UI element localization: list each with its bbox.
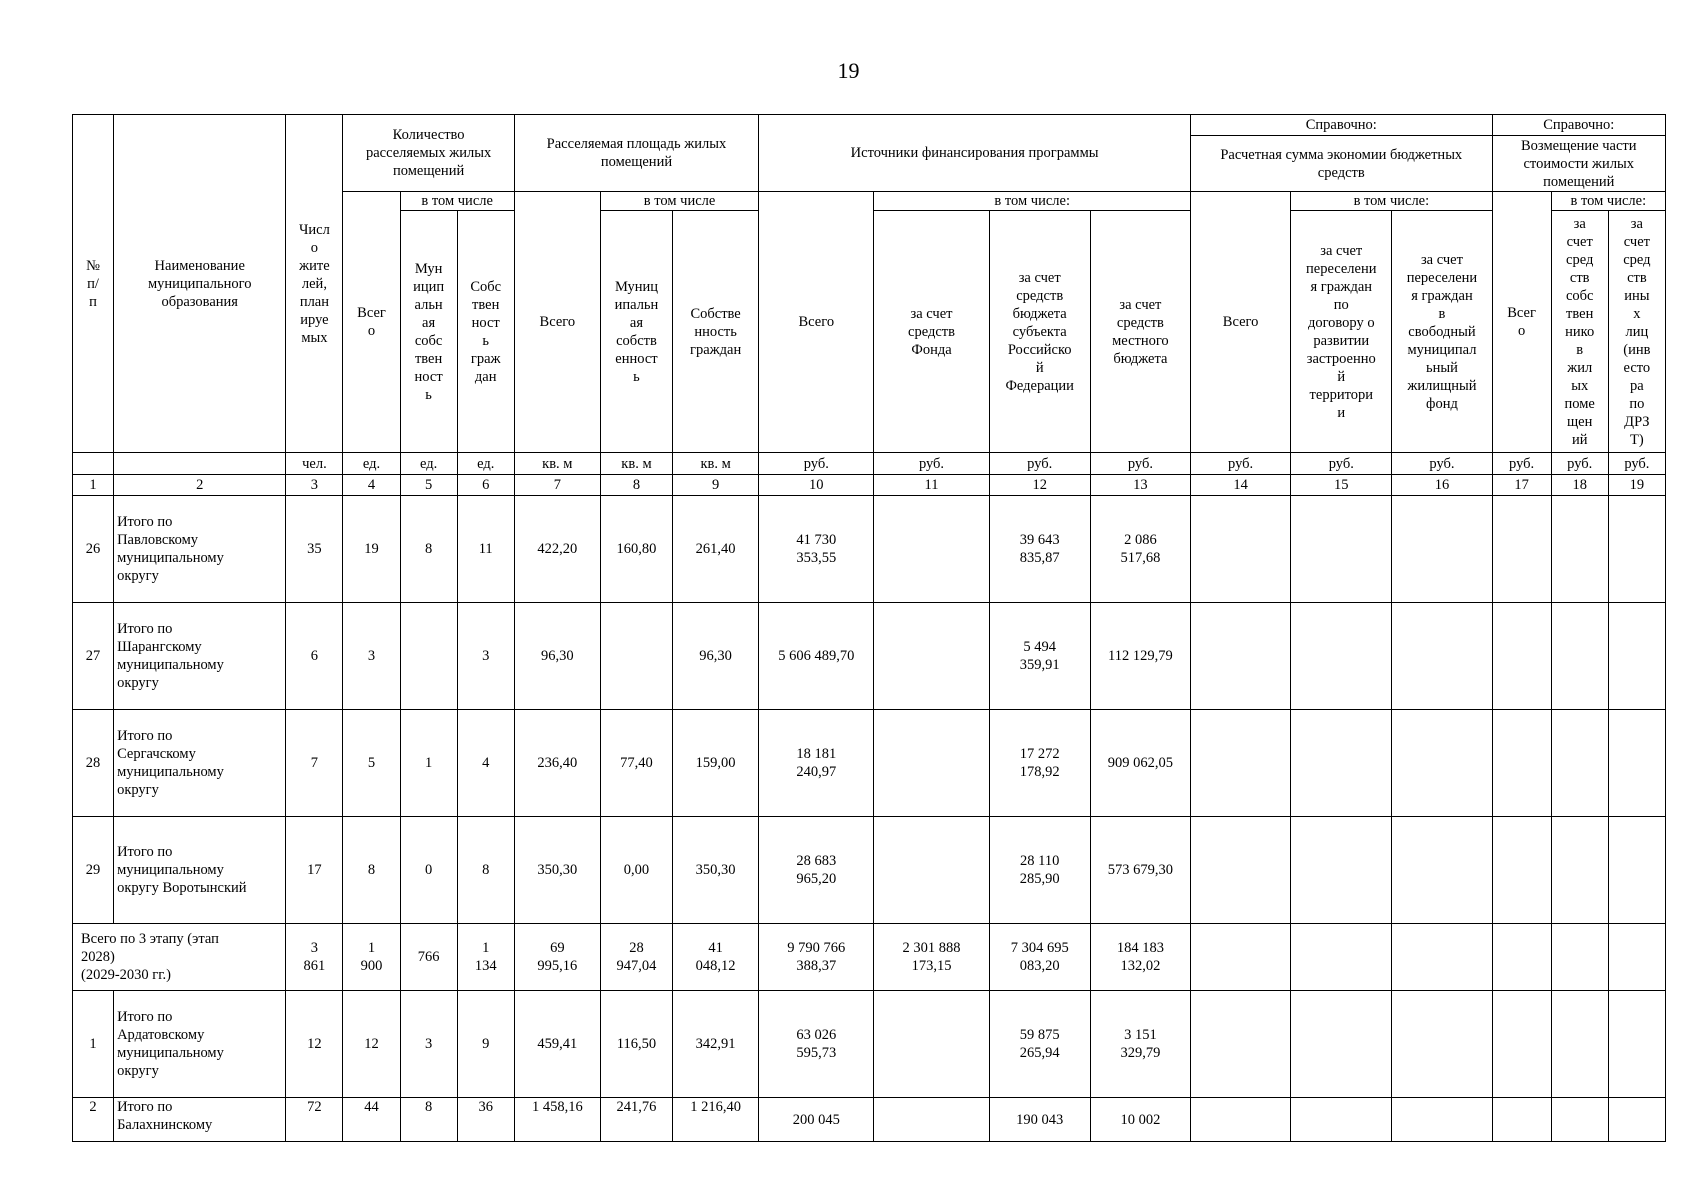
col-header-comp-other: за счет сред ств ины х лиц (инв есто ра по ДРЗ Т) [1608, 211, 1665, 453]
cell-residents: 17 [286, 817, 343, 924]
col-number: 5 [400, 475, 457, 496]
cell-empty [1492, 496, 1551, 603]
row-num: 2 [73, 1098, 114, 1142]
col-number: 12 [989, 475, 1090, 496]
cell-qty-municipal: 3 [400, 991, 457, 1098]
cell-residents: 3 861 [286, 924, 343, 991]
cell-area-municipal: 116,50 [600, 991, 672, 1098]
cell-empty [1492, 991, 1551, 1098]
cell-empty [1291, 924, 1392, 991]
cell-area-municipal [600, 603, 672, 710]
col-header-qty-group: Количество расселяемых жилых помещений [343, 115, 514, 192]
cell-area-citizens: 342,91 [673, 991, 759, 1098]
unit-cell: руб. [759, 453, 874, 475]
unit-cell: кв. м [600, 453, 672, 475]
unit-cell: руб. [1392, 453, 1492, 475]
cell-area-municipal: 77,40 [600, 710, 672, 817]
cell-qty-total: 3 [343, 603, 400, 710]
cell-qty-citizens: 3 [457, 603, 514, 710]
cell-qty-citizens: 8 [457, 817, 514, 924]
col-number: 18 [1551, 475, 1608, 496]
cell-fin-total: 9 790 766 388,37 [759, 924, 874, 991]
cell-empty [1190, 603, 1290, 710]
col-header-name: Наименование муниципального образования [114, 115, 286, 453]
cell-area-citizens: 96,30 [673, 603, 759, 710]
cell-residents: 7 [286, 710, 343, 817]
cell-empty [1291, 1098, 1392, 1142]
cell-qty-municipal: 1 [400, 710, 457, 817]
table-row [73, 710, 1666, 817]
col-number: 10 [759, 475, 874, 496]
cell-area-total: 236,40 [514, 710, 600, 817]
cell-empty [1291, 603, 1392, 710]
cell-fin-fund [874, 603, 989, 710]
stage-total-row [73, 924, 1666, 991]
col-number: 15 [1291, 475, 1392, 496]
cell-qty-total: 12 [343, 991, 400, 1098]
cell-qty-citizens: 4 [457, 710, 514, 817]
stage-total-label: Всего по 3 этапу (этап 2028) (2029-2030 гг.) [73, 924, 286, 991]
cell-empty [1608, 496, 1665, 603]
municipality-name: Итого по Балахнинскому [114, 1098, 286, 1142]
col-number: 7 [514, 475, 600, 496]
cell-fin-region: 39 643 835,87 [989, 496, 1090, 603]
cell-qty-municipal: 8 [400, 1098, 457, 1142]
col-number: 13 [1090, 475, 1190, 496]
cell-qty-citizens: 11 [457, 496, 514, 603]
column-numbers-row [73, 475, 1666, 496]
cell-empty [1392, 710, 1492, 817]
col-header-eco-development: за счет переселени я граждан по договору о развитии застроенно й территори и [1291, 211, 1392, 453]
col-number: 6 [457, 475, 514, 496]
cell-empty [1551, 817, 1608, 924]
cell-fin-total: 200 045 [759, 1098, 874, 1142]
cell-qty-total: 5 [343, 710, 400, 817]
cell-area-citizens: 1 216,40 [673, 1098, 759, 1142]
cell-fin-fund [874, 991, 989, 1098]
resettlement-table [72, 114, 1666, 1142]
unit-cell: руб. [1608, 453, 1665, 475]
cell-fin-region: 17 272 178,92 [989, 710, 1090, 817]
municipality-name: Итого по муниципальному округу Воротынский [114, 817, 286, 924]
cell-empty [1392, 603, 1492, 710]
cell-empty [1551, 603, 1608, 710]
unit-cell: кв. м [514, 453, 600, 475]
unit-cell: руб. [874, 453, 989, 475]
cell-empty [1492, 710, 1551, 817]
unit-cell: руб. [1190, 453, 1290, 475]
table-row [73, 1098, 1666, 1142]
cell-fin-region: 190 043 [989, 1098, 1090, 1142]
units-row [73, 453, 1666, 475]
col-number: 19 [1608, 475, 1665, 496]
col-header-ref1-group: Расчетная сумма экономии бюджетных средств [1190, 136, 1492, 192]
unit-cell [114, 453, 286, 475]
col-header-incl-comp: в том числе: [1551, 192, 1665, 211]
cell-residents: 6 [286, 603, 343, 710]
cell-area-total: 422,20 [514, 496, 600, 603]
col-header-incl-qty: в том числе [400, 192, 514, 211]
cell-qty-citizens: 36 [457, 1098, 514, 1142]
cell-empty [1291, 496, 1392, 603]
cell-empty [1190, 1098, 1290, 1142]
cell-fin-total: 41 730 353,55 [759, 496, 874, 603]
cell-fin-local: 184 183 132,02 [1090, 924, 1190, 991]
unit-cell: руб. [989, 453, 1090, 475]
col-header-fin-local: за счет средств местного бюджета [1090, 211, 1190, 453]
cell-area-municipal: 241,76 [600, 1098, 672, 1142]
cell-empty [1551, 924, 1608, 991]
municipality-name: Итого по Сергачскому муниципальному округу [114, 710, 286, 817]
row-num: 26 [73, 496, 114, 603]
cell-empty [1608, 603, 1665, 710]
cell-empty [1190, 710, 1290, 817]
cell-empty [1190, 817, 1290, 924]
cell-empty [1608, 817, 1665, 924]
col-header-incl-fin: в том числе: [874, 192, 1191, 211]
col-number: 2 [114, 475, 286, 496]
cell-fin-local: 909 062,05 [1090, 710, 1190, 817]
municipality-name: Итого по Шарангскому муниципальному округу [114, 603, 286, 710]
row-num: 28 [73, 710, 114, 817]
municipality-name: Итого по Павловскому муниципальному округу [114, 496, 286, 603]
cell-area-citizens: 41 048,12 [673, 924, 759, 991]
cell-empty [1608, 1098, 1665, 1142]
col-header-fin-fund: за счет средств Фонда [874, 211, 989, 453]
unit-cell: ед. [457, 453, 514, 475]
col-header-eco-free-fund: за счет переселени я граждан в свободный муниципал ьный жилищный фонд [1392, 211, 1492, 453]
col-header-fin-group: Источники финансирования программы [759, 115, 1191, 192]
cell-area-citizens: 350,30 [673, 817, 759, 924]
cell-area-citizens: 159,00 [673, 710, 759, 817]
cell-residents: 72 [286, 1098, 343, 1142]
cell-fin-fund [874, 710, 989, 817]
cell-qty-citizens: 1 134 [457, 924, 514, 991]
cell-fin-fund [874, 1098, 989, 1142]
cell-empty [1291, 817, 1392, 924]
col-number: 17 [1492, 475, 1551, 496]
col-number: 9 [673, 475, 759, 496]
col-header-qty-municipal: Мун ицип альн ая собс твен ност ь [400, 211, 457, 453]
cell-empty [1492, 1098, 1551, 1142]
cell-qty-municipal: 0 [400, 817, 457, 924]
col-number: 3 [286, 475, 343, 496]
col-number: 8 [600, 475, 672, 496]
col-header-comp-total: Всег о [1492, 192, 1551, 453]
row-num: 1 [73, 991, 114, 1098]
col-header-qty-citizens: Собс твен ност ь граж дан [457, 211, 514, 453]
table-row [73, 817, 1666, 924]
cell-empty [1392, 496, 1492, 603]
cell-fin-local: 2 086 517,68 [1090, 496, 1190, 603]
col-header-num: № п/ п [73, 115, 114, 453]
cell-empty [1551, 710, 1608, 817]
col-number: 14 [1190, 475, 1290, 496]
col-header-incl-area: в том числе [600, 192, 758, 211]
unit-cell: руб. [1291, 453, 1392, 475]
cell-empty [1392, 924, 1492, 991]
cell-area-total: 1 458,16 [514, 1098, 600, 1142]
cell-area-municipal: 0,00 [600, 817, 672, 924]
col-header-fin-region: за счет средств бюджета субъекта Российско й Федерации [989, 211, 1090, 453]
cell-area-total: 350,30 [514, 817, 600, 924]
unit-cell [73, 453, 114, 475]
row-num: 29 [73, 817, 114, 924]
col-number: 16 [1392, 475, 1492, 496]
col-header-eco-total: Всего [1190, 192, 1290, 453]
cell-fin-local: 3 151 329,79 [1090, 991, 1190, 1098]
cell-empty [1551, 496, 1608, 603]
col-header-incl-eco: в том числе: [1291, 192, 1492, 211]
cell-fin-region: 7 304 695 083,20 [989, 924, 1090, 991]
row-num: 27 [73, 603, 114, 710]
unit-cell: руб. [1492, 453, 1551, 475]
unit-cell: руб. [1551, 453, 1608, 475]
cell-empty [1551, 991, 1608, 1098]
cell-residents: 35 [286, 496, 343, 603]
unit-cell: ед. [343, 453, 400, 475]
page-number: 19 [837, 58, 860, 83]
col-header-residents: Числ о жите лей, план ируе мых [286, 115, 343, 453]
cell-qty-municipal [400, 603, 457, 710]
cell-fin-fund: 2 301 888 173,15 [874, 924, 989, 991]
cell-fin-local: 112 129,79 [1090, 603, 1190, 710]
unit-cell: ед. [400, 453, 457, 475]
cell-qty-total: 19 [343, 496, 400, 603]
cell-area-total: 459,41 [514, 991, 600, 1098]
cell-fin-fund [874, 817, 989, 924]
col-number: 1 [73, 475, 114, 496]
cell-empty [1291, 710, 1392, 817]
table-row [73, 603, 1666, 710]
cell-fin-local: 10 002 [1090, 1098, 1190, 1142]
cell-empty [1492, 924, 1551, 991]
cell-empty [1551, 1098, 1608, 1142]
col-header-fin-total: Всего [759, 192, 874, 453]
cell-empty [1392, 1098, 1492, 1142]
cell-fin-local: 573 679,30 [1090, 817, 1190, 924]
cell-qty-municipal: 8 [400, 496, 457, 603]
unit-cell: руб. [1090, 453, 1190, 475]
col-header-qty-total: Всег о [343, 192, 400, 453]
cell-qty-total: 44 [343, 1098, 400, 1142]
col-header-ref1-title: Справочно: [1190, 115, 1492, 136]
col-header-area-total: Всего [514, 192, 600, 453]
col-number: 11 [874, 475, 989, 496]
cell-empty [1608, 710, 1665, 817]
cell-fin-total: 28 683 965,20 [759, 817, 874, 924]
cell-empty [1291, 991, 1392, 1098]
municipality-name: Итого по Ардатовскому муниципальному округу [114, 991, 286, 1098]
cell-empty [1190, 991, 1290, 1098]
cell-empty [1492, 603, 1551, 710]
table-row [73, 496, 1666, 603]
cell-fin-region: 28 110 285,90 [989, 817, 1090, 924]
col-header-area-citizens: Собстве нность граждан [673, 211, 759, 453]
cell-qty-total: 8 [343, 817, 400, 924]
cell-area-municipal: 28 947,04 [600, 924, 672, 991]
cell-empty [1392, 991, 1492, 1098]
cell-empty [1392, 817, 1492, 924]
cell-fin-region: 59 875 265,94 [989, 991, 1090, 1098]
cell-empty [1608, 991, 1665, 1098]
cell-empty [1190, 924, 1290, 991]
col-number: 4 [343, 475, 400, 496]
cell-qty-citizens: 9 [457, 991, 514, 1098]
cell-residents: 12 [286, 991, 343, 1098]
col-header-comp-owners: за счет сред ств собс твен нико в жил ых поме щен ий [1551, 211, 1608, 453]
cell-area-citizens: 261,40 [673, 496, 759, 603]
cell-fin-total: 18 181 240,97 [759, 710, 874, 817]
cell-empty [1190, 496, 1290, 603]
col-header-ref2-title: Справочно: [1492, 115, 1665, 136]
cell-area-total: 96,30 [514, 603, 600, 710]
col-header-ref2-group: Возмещение части стоимости жилых помещений [1492, 136, 1665, 192]
cell-qty-municipal: 766 [400, 924, 457, 991]
cell-fin-total: 63 026 595,73 [759, 991, 874, 1098]
cell-fin-fund [874, 496, 989, 603]
table-row [73, 991, 1666, 1098]
cell-qty-total: 1 900 [343, 924, 400, 991]
cell-area-total: 69 995,16 [514, 924, 600, 991]
col-header-area-municipal: Муниц ипальн ая собств енност ь [600, 211, 672, 453]
col-header-area-group: Расселяемая площадь жилых помещений [514, 115, 758, 192]
cell-fin-region: 5 494 359,91 [989, 603, 1090, 710]
cell-fin-total: 5 606 489,70 [759, 603, 874, 710]
cell-area-municipal: 160,80 [600, 496, 672, 603]
unit-cell: кв. м [673, 453, 759, 475]
cell-empty [1492, 817, 1551, 924]
cell-empty [1608, 924, 1665, 991]
unit-cell: чел. [286, 453, 343, 475]
